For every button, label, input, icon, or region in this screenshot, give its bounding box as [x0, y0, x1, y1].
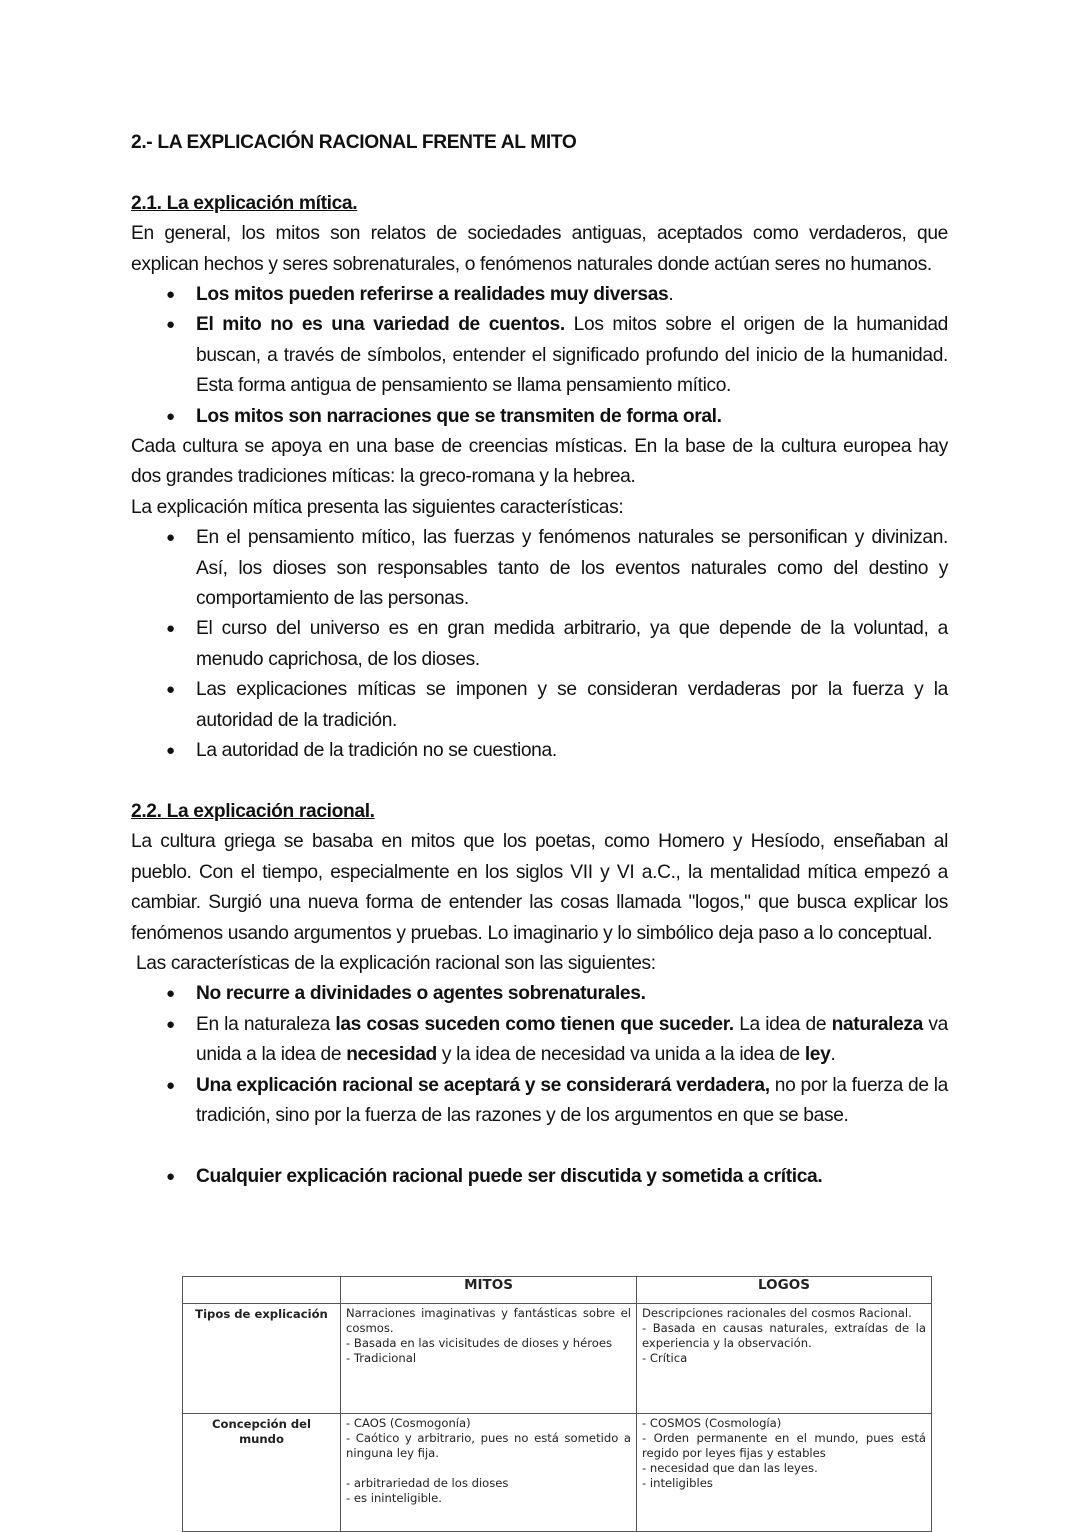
row-label: Concepción del mundo: [183, 1414, 341, 1532]
bullet-icon: ●: [166, 1167, 175, 1185]
table-header-empty: [183, 1277, 341, 1304]
bullet-icon: ●: [166, 985, 175, 1003]
bullet-icon: ●: [166, 407, 175, 425]
table-header-row: [183, 1277, 932, 1304]
bullet-icon: ●: [166, 681, 175, 699]
bullet-list-mythical-characteristics: [131, 523, 948, 766]
list-item: ● Cualquier explicación racional puede ser discutida y sometida a crítica.: [131, 1162, 948, 1192]
table-cell-mitos: Narraciones imaginativas y fantásticas sobre el cosmos. - Basada en las vicisitudes de dioses y héroes - Tradicional: [341, 1304, 637, 1414]
row-label: Tipos de explicación: [183, 1304, 341, 1414]
page-title: 2.- LA EXPLICACIÓN RACIONAL FRENTE AL MITO: [131, 132, 577, 153]
list-item: ● Las explicaciones míticas se imponen y se consideran verdaderas por la fuerza y la autoridad de la tradición.: [131, 675, 948, 736]
list-item: ● Los mitos pueden referirse a realidades muy diversas.: [131, 280, 948, 310]
table-cell-mitos: - CAOS (Cosmogonía) - Caótico y arbitrario, pues no está sometido a ninguna ley fija. - arbitrariedad de los dioses - es ininteligible.: [341, 1414, 637, 1532]
table-row: [183, 1304, 932, 1414]
table-header-mitos: MITOS: [341, 1277, 637, 1304]
paragraph: Las características de la explicación racional son las siguientes:: [131, 952, 656, 974]
list-item: ● En el pensamiento mítico, las fuerzas y fenómenos naturales se personifican y divinizan. Así, los dioses son responsables tanto de los eventos naturales como del destino y comportamiento de las personas.: [131, 523, 948, 614]
table-cell-logos: Descripciones racionales del cosmos Racional. - Basada en causas naturales, extraídas de la experiencia y la observación. - Crítica: [637, 1304, 932, 1414]
bullet-icon: ●: [166, 620, 175, 638]
list-item: ● En la naturaleza las cosas suceden como tienen que suceder. La idea de naturaleza va unida a la idea de necesidad y la idea de necesidad va unida a la idea de ley.: [131, 1010, 948, 1071]
list-item: ● Una explicación racional se aceptará y se considerará verdadera, no por la fuerza de la tradición, sino por la fuerza de las razones y de los argumentos en que se base.: [131, 1071, 948, 1132]
myth-vs-logos-table: [182, 1276, 932, 1532]
list-item: ● La autoridad de la tradición no se cuestiona.: [131, 736, 948, 766]
table-header-logos: LOGOS: [637, 1277, 932, 1304]
bullet-icon: ●: [166, 742, 175, 760]
paragraph: La explicación mítica presenta las siguientes características:: [131, 496, 624, 518]
list-item: ● El curso del universo es en gran medida arbitrario, ya que depende de la voluntad, a menudo caprichosa, de los dioses.: [131, 614, 948, 675]
bullet-list-myths: [131, 280, 948, 432]
document-page: [131, 128, 948, 1192]
list-item: ● El mito no es una variedad de cuentos. Los mitos sobre el origen de la humanidad buscan, a través de símbolos, entender el significado profundo del inicio de la humanidad. Esta forma antigua de pensamiento se llama pensamiento mítico.: [131, 310, 948, 401]
bullet-icon: ●: [166, 286, 175, 303]
list-item: ● No recurre a divinidades o agentes sobrenaturales.: [131, 979, 948, 1009]
list-item: ● Los mitos son narraciones que se transmiten de forma oral.: [131, 402, 948, 432]
section-heading-rational: 2.2. La explicación racional.: [131, 800, 375, 822]
table-row: [183, 1414, 932, 1532]
section-heading-mythical: 2.1. La explicación mítica.: [131, 192, 358, 214]
bullet-icon: ●: [166, 529, 175, 547]
paragraph: En general, los mitos son relatos de sociedades antiguas, aceptados como verdaderos, que explican hechos y seres sobrenaturales, o fenómenos naturales donde actúan seres no humanos.: [131, 223, 948, 275]
paragraph: La cultura griega se basaba en mitos que los poetas, como Homero y Hesíodo, enseñaban al pueblo. Con el tiempo, especialmente en los siglos VII y VI a.C., la mentalidad mítica empezó a cambiar. Surgió una nueva forma de entender las cosas llamada "logos," que busca explicar los fenómenos usando argumentos y pruebas. Lo imaginario y lo simbólico deja paso a lo conceptual.: [131, 831, 948, 944]
paragraph: Cada cultura se apoya en una base de creencias místicas. En la base de la cultura europea hay dos grandes tradiciones míticas: la greco-romana y la hebrea.: [131, 436, 948, 488]
bullet-icon: ●: [166, 1076, 175, 1094]
bullet-list-rational-characteristics: [131, 979, 948, 1131]
bullet-icon: ●: [166, 1015, 175, 1033]
table-cell-logos: - COSMOS (Cosmología) - Orden permanente en el mundo, pues está regido por leyes fijas y estables - necesidad que dan las leyes. - inteligibles: [637, 1414, 932, 1532]
bullet-icon: ●: [166, 316, 175, 334]
